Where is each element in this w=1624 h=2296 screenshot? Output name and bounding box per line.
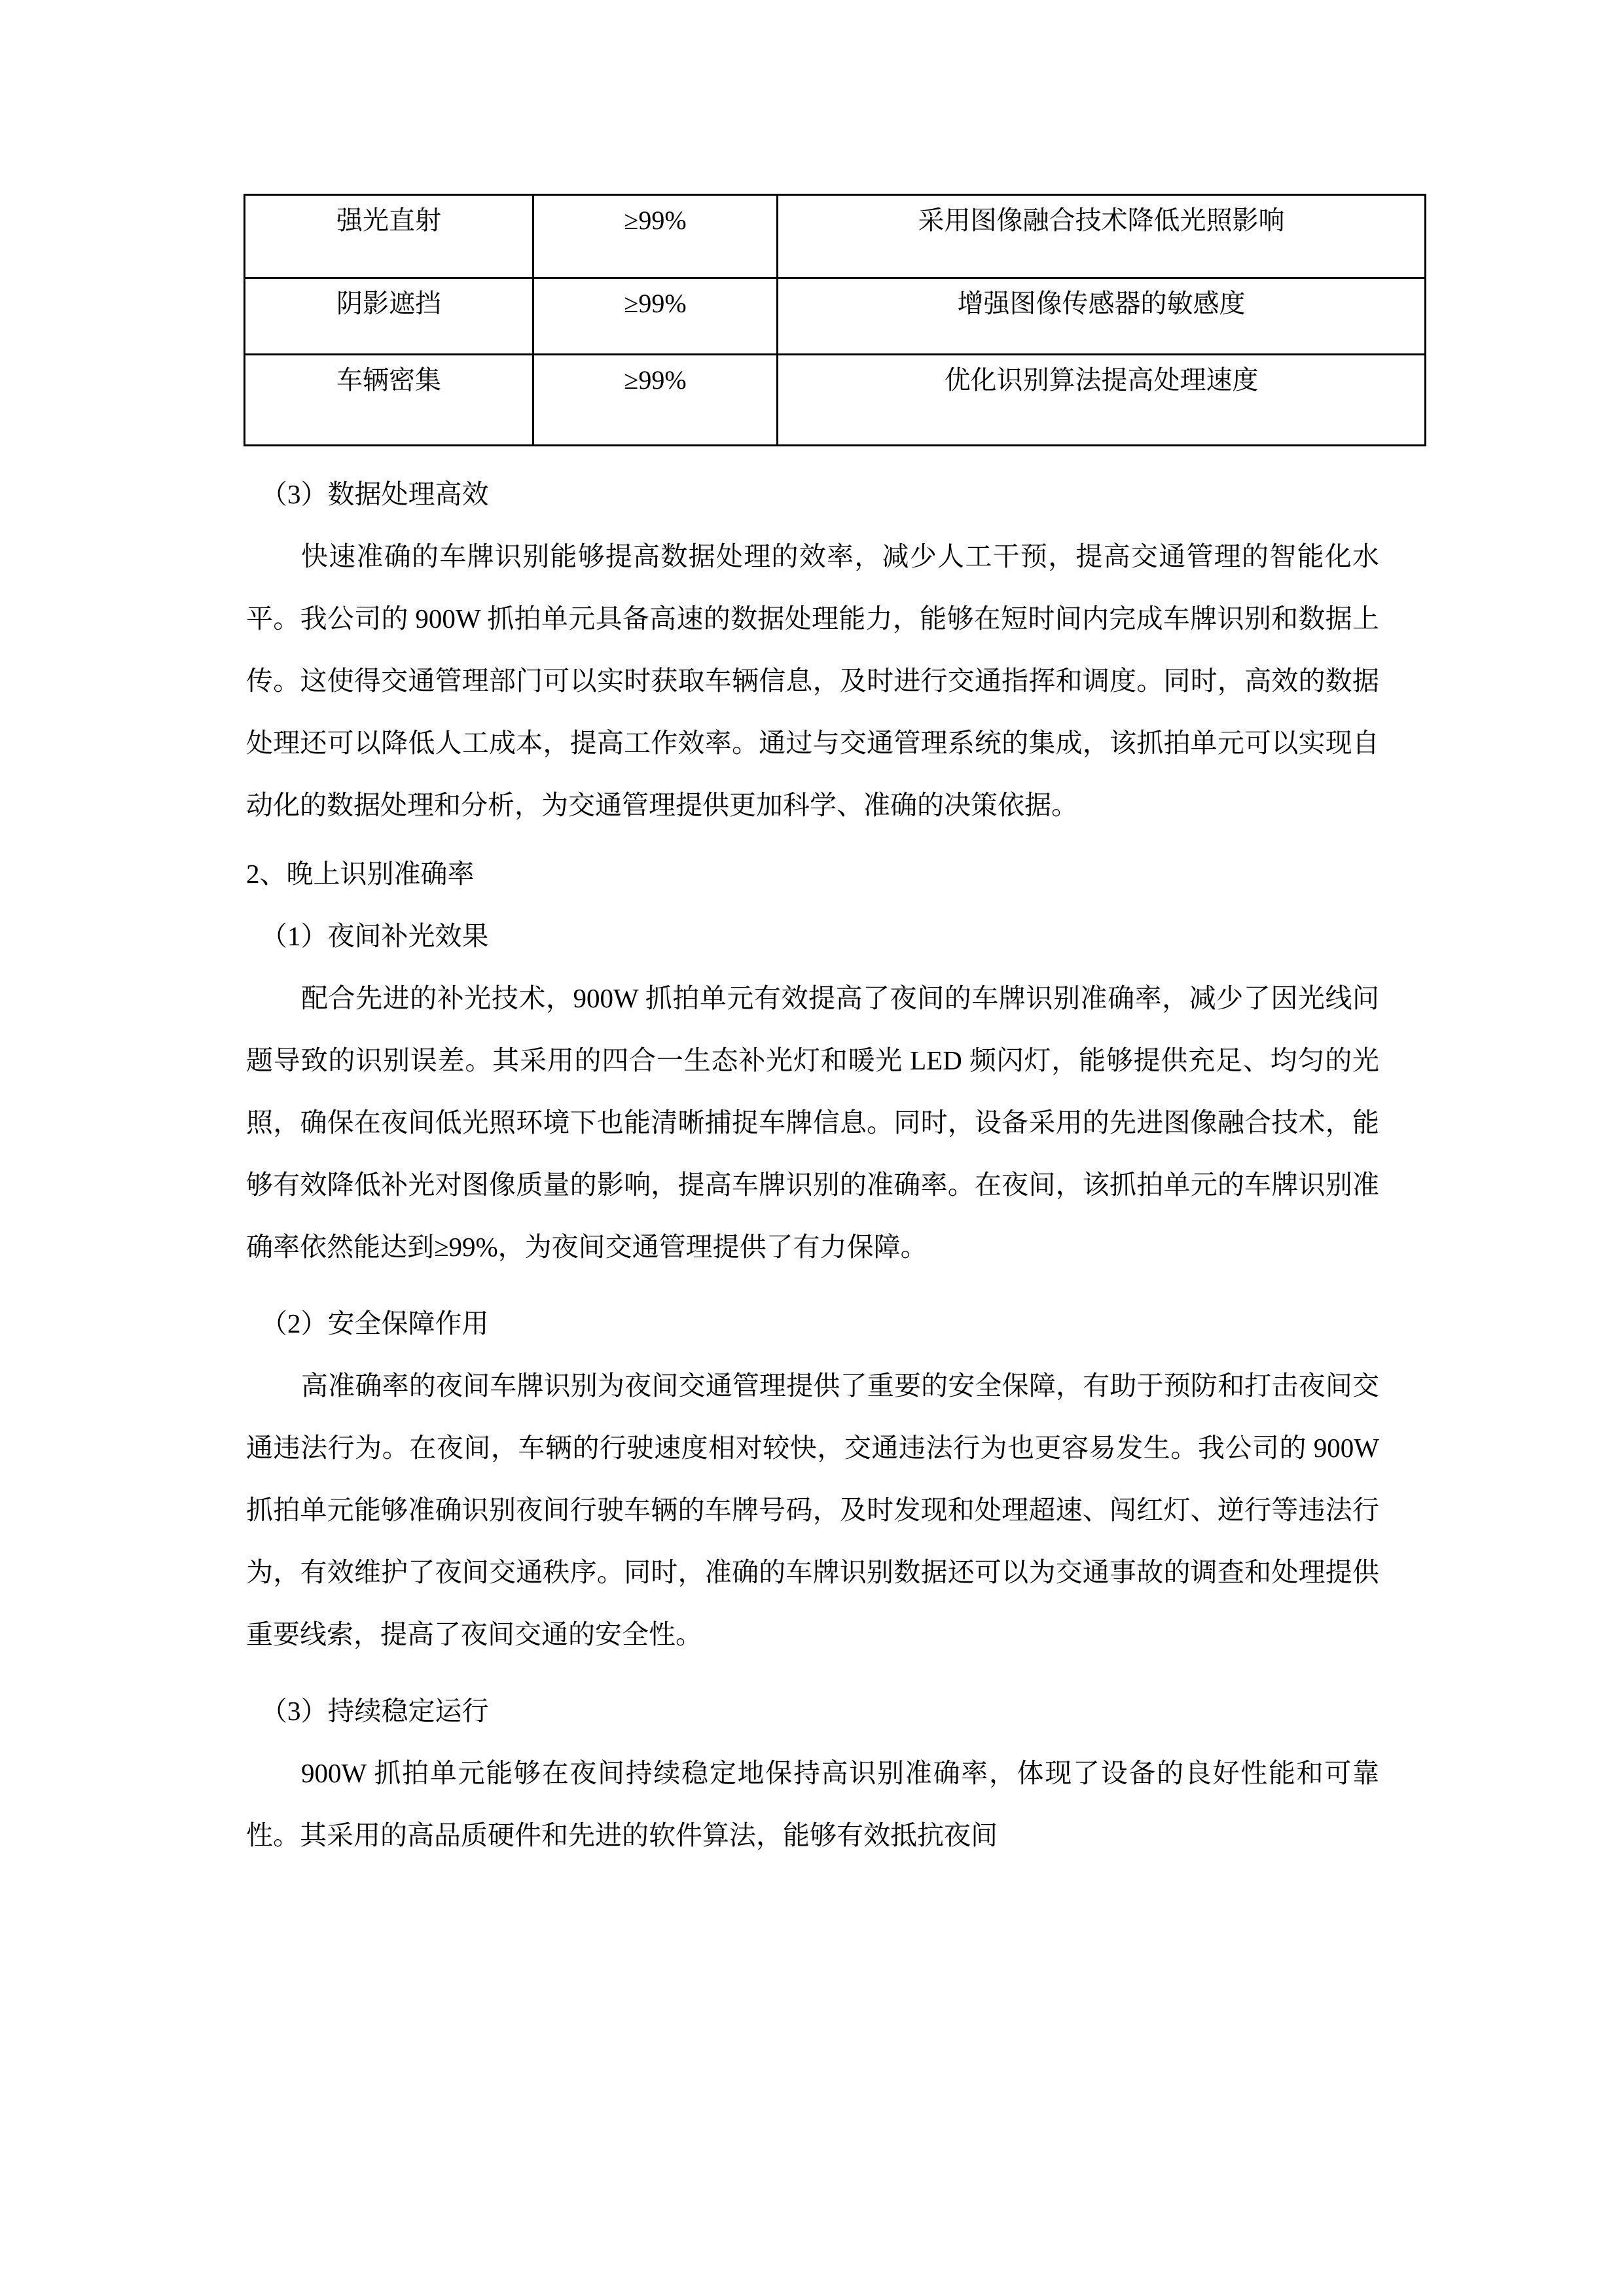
table-cell-rate: ≥99% [533,195,778,278]
table-cell-measure: 采用图像融合技术降低光照影响 [778,195,1426,278]
heading-stable-operation: （3）持续稳定运行 [261,1696,489,1726]
page-content [244,194,1379,1867]
recognition-accuracy-table [244,194,1426,446]
heading-data-processing: （3）数据处理高效 [261,479,489,509]
heading-safety-guarantee: （2）安全保障作用 [261,1308,489,1338]
table-row [245,195,1426,278]
table-cell-scene: 车辆密集 [245,355,533,446]
table-bottom-spacer [244,446,1379,463]
section-gap [244,1666,1379,1680]
table-cell-measure: 增强图像传感器的敏感度 [778,278,1426,355]
paragraph-safety-guarantee: 高准确率的夜间车牌识别为夜间交通管理提供了重要的安全保障，有助于预防和打击夜间交通违法行为。在夜间，车辆的行驶速度相对较快，交通违法行为也更容易发生。我公司的 900W 抓拍单元能够准确识别夜间行驶车辆的车牌号码，及时发现和处理超速、闯红灯、逆行等违法行为，有效维护了夜间交通秩序。同时，准确的车牌识别数据还可以为交通事故的调查和处理提供重要线索，提高了夜间交通的安全性。 [246,1371,1379,1649]
paragraph-stable-operation: 900W 抓拍单元能够在夜间持续稳定地保持高识别准确率，体现了设备的良好性能和可靠性。其采用的高品质硬件和先进的软件算法，能够有效抵抗夜间 [246,1758,1379,1850]
paragraph-data-processing: 快速准确的车牌识别能够提高数据处理的效率，减少人工干预，提高交通管理的智能化水平。我公司的 900W 抓拍单元具备高速的数据处理能力，能够在短时间内完成车牌识别和数据上传。这使得交通管理部门可以实时获取车辆信息，及时进行交通指挥和调度。同时，高效的数据处理还可以降低人工成本，提高工作效率。通过与交通管理系统的集成，该抓拍单元可以实现自动化的数据处理和分析，为交通管理提供更加科学、准确的决策依据。 [246,541,1379,820]
paragraph-night-fill-light: 配合先进的补光技术，900W 抓拍单元有效提高了夜间的车牌识别准确率，减少了因光线问题导致的识别误差。其采用的四合一生态补光灯和暖光 LED 频闪灯，能够提供充足、均匀的光照，确保在夜间低光照环境下也能清晰捕捉车牌信息。同时，设备采用的先进图像融合技术，能够有效降低补光对图像质量的影响，提高车牌识别的准确率。在夜间，该抓拍单元的车牌识别准确率依然能达到≥99%，为夜间交通管理提供了有力保障。 [246,983,1379,1262]
table-cell-rate: ≥99% [533,278,778,355]
section-gap [244,836,1379,843]
table-cell-scene: 强光直射 [245,195,533,278]
section-gap [244,1278,1379,1293]
heading-night-fill-light: （1）夜间补光效果 [261,921,489,951]
table-cell-rate: ≥99% [533,355,778,446]
heading-night-accuracy: 2、晚上识别准确率 [246,859,475,889]
table-cell-measure: 优化识别算法提高处理速度 [778,355,1426,446]
table-row [245,278,1426,355]
table-cell-scene: 阴影遮挡 [245,278,533,355]
table-row [245,355,1426,446]
